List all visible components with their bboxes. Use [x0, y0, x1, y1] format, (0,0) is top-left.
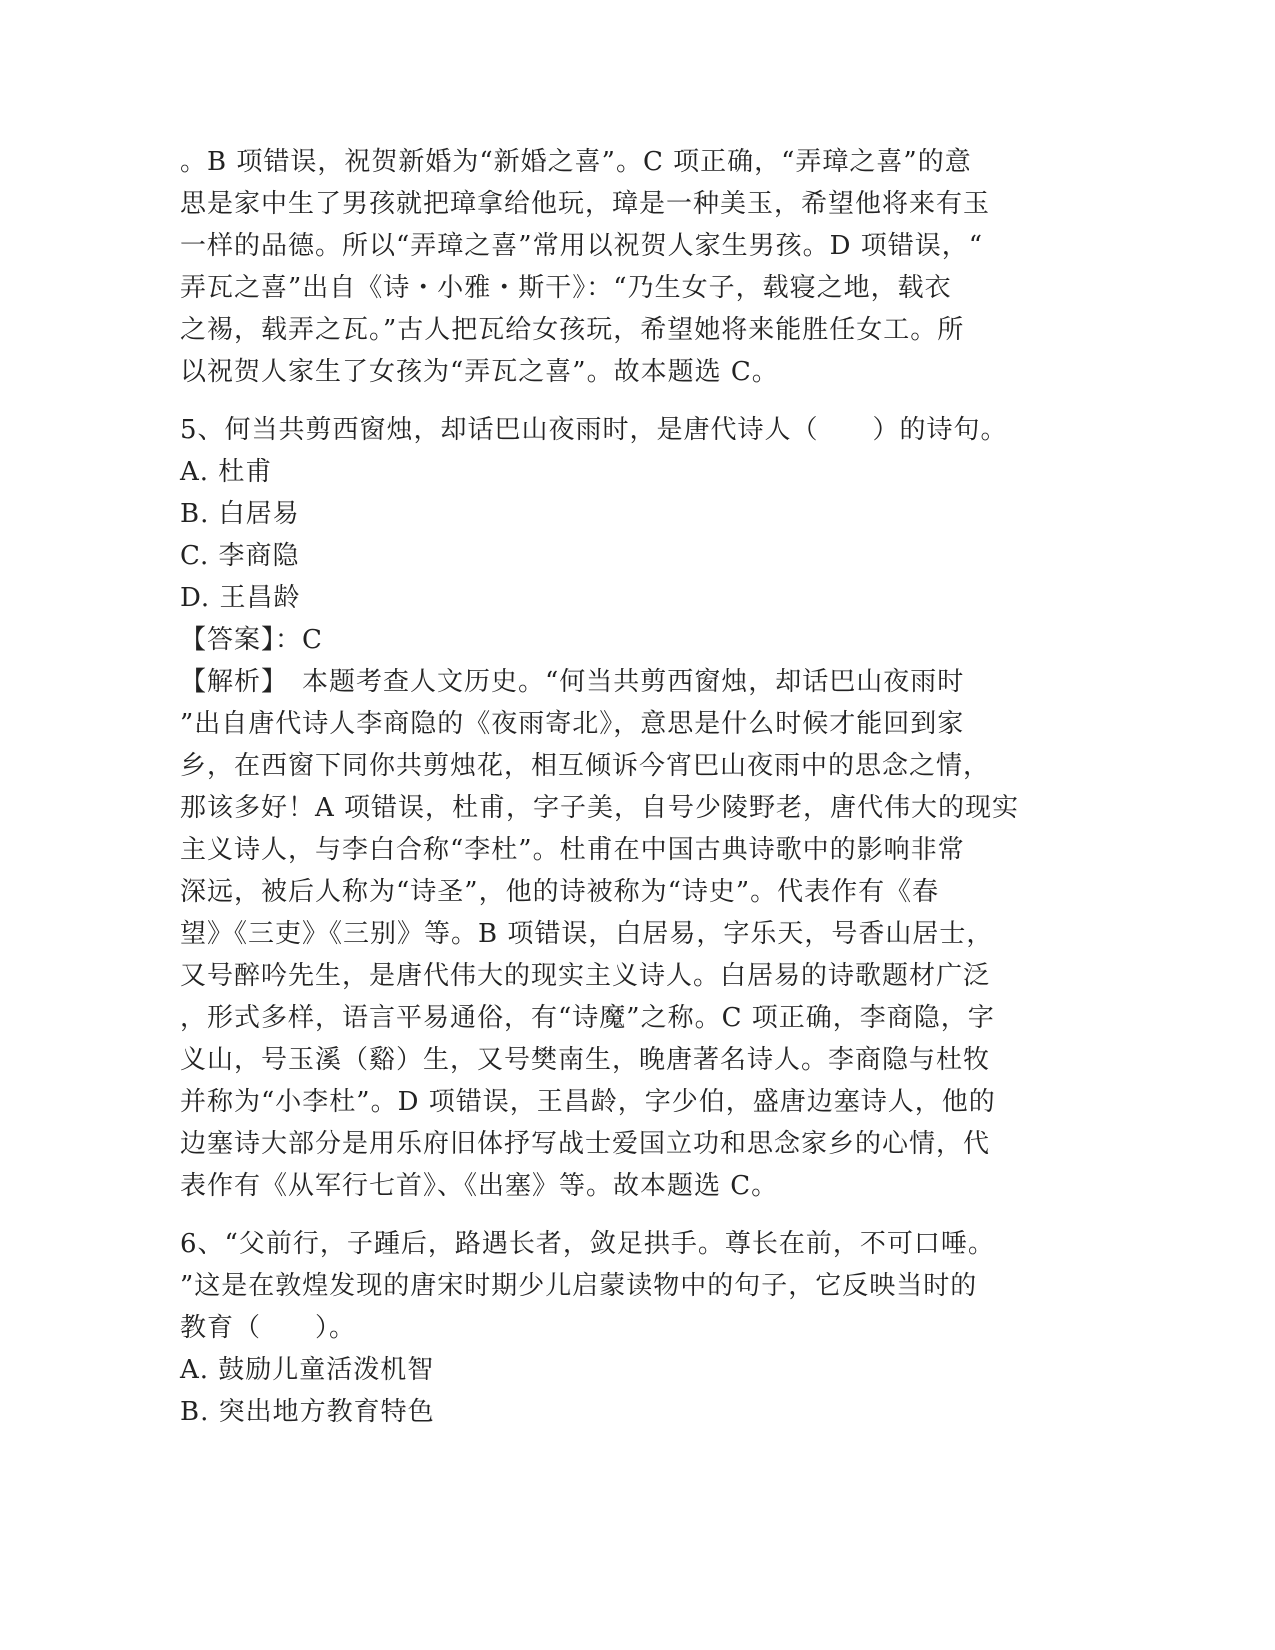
question-5-answer: 【答案】：C [180, 625, 323, 655]
analysis-line: 。B 项错误，祝贺新婚为“新婚之喜”。C 项正确，“弄璋之喜”的意 [180, 147, 972, 177]
question-5-analysis-line: 深远，被后人称为“诗圣”，他的诗被称为“诗史”。代表作有《春 [180, 877, 940, 907]
question-5-analysis-line: 边塞诗大部分是用乐府旧体抒写战士爱国立功和思念家乡的心情，代 [180, 1129, 991, 1159]
analysis-line: 一样的品德。所以“弄璋之喜”常用以祝贺人家生男孩。D 项错误，“ [180, 231, 983, 261]
question-5-analysis-line: 【解析】 本题考查人文历史。“何当共剪西窗烛，却话巴山夜雨时 [180, 667, 965, 697]
question-6-option-a: A. 鼓励儿童活泼机智 [180, 1355, 435, 1385]
question-6-stem-line: 6、“父前行，子踵后，路遇长者，敛足拱手。尊长在前，不可口唾。 [180, 1229, 995, 1259]
question-5-analysis-line: 表作有《从军行七首》、《出塞》等。故本题选 C。 [180, 1171, 779, 1201]
analysis-line: 以祝贺人家生了女孩为“弄瓦之喜”。故本题选 C。 [180, 357, 779, 387]
analysis-line: 弄瓦之喜”出自《诗・小雅・斯干》：“乃生女子，载寝之地，载衣 [180, 273, 952, 303]
question-6-stem-line: 教育（ ）。 [180, 1313, 357, 1343]
question-5-analysis-line: 乡，在西窗下同你共剪烛花，相互倾诉今宵巴山夜雨中的思念之情， [180, 751, 991, 781]
analysis-line: 之裼，载弄之瓦。”古人把瓦给女孩玩，希望她将来能胜任女工。所 [180, 315, 965, 345]
question-5-analysis-line: ”出自唐代诗人李商隐的《夜雨寄北》，意思是什么时候才能回到家 [180, 709, 965, 739]
question-5-option-c: C. 李商隐 [180, 541, 300, 571]
question-5-stem: 5、何当共剪西窗烛，却话巴山夜雨时，是唐代诗人（ ）的诗句。 [180, 415, 1008, 445]
question-5-analysis-line: 那该多好！A 项错误，杜甫，字子美，自号少陵野老，唐代伟大的现实 [180, 793, 1020, 823]
question-5-option-a: A. 杜甫 [180, 457, 273, 487]
question-5-analysis-line: 义山，号玉溪（谿）生，又号樊南生，晚唐著名诗人。李商隐与杜牧 [180, 1045, 991, 1075]
question-5-analysis-line: 主义诗人，与李白合称“李杜”。杜甫在中国古典诗歌中的影响非常 [180, 835, 965, 865]
question-5-analysis-line: ，形式多样，语言平易通俗，有“诗魔”之称。C 项正确，李商隐，字 [180, 1003, 995, 1033]
question-5-option-b: B. 白居易 [180, 499, 300, 529]
analysis-line: 思是家中生了男孩就把璋拿给他玩，璋是一种美玉，希望他将来有玉 [180, 189, 991, 219]
question-5-analysis-line: 望》《三吏》《三别》等。B 项错误，白居易，字乐天，号香山居士， [180, 919, 994, 949]
document-page [180, 0, 1080, 1650]
question-5-analysis-line: 并称为“小李杜”。D 项错误，王昌龄，字少伯，盛唐边塞诗人，他的 [180, 1087, 996, 1117]
question-5-option-d: D. 王昌龄 [180, 583, 301, 613]
question-6-option-b: B. 突出地方教育特色 [180, 1397, 435, 1427]
question-6-stem-line: ”这是在敦煌发现的唐宋时期少儿启蒙读物中的句子，它反映当时的 [180, 1271, 978, 1301]
question-5-analysis-line: 又号醉吟先生，是唐代伟大的现实主义诗人。白居易的诗歌题材广泛 [180, 961, 991, 991]
